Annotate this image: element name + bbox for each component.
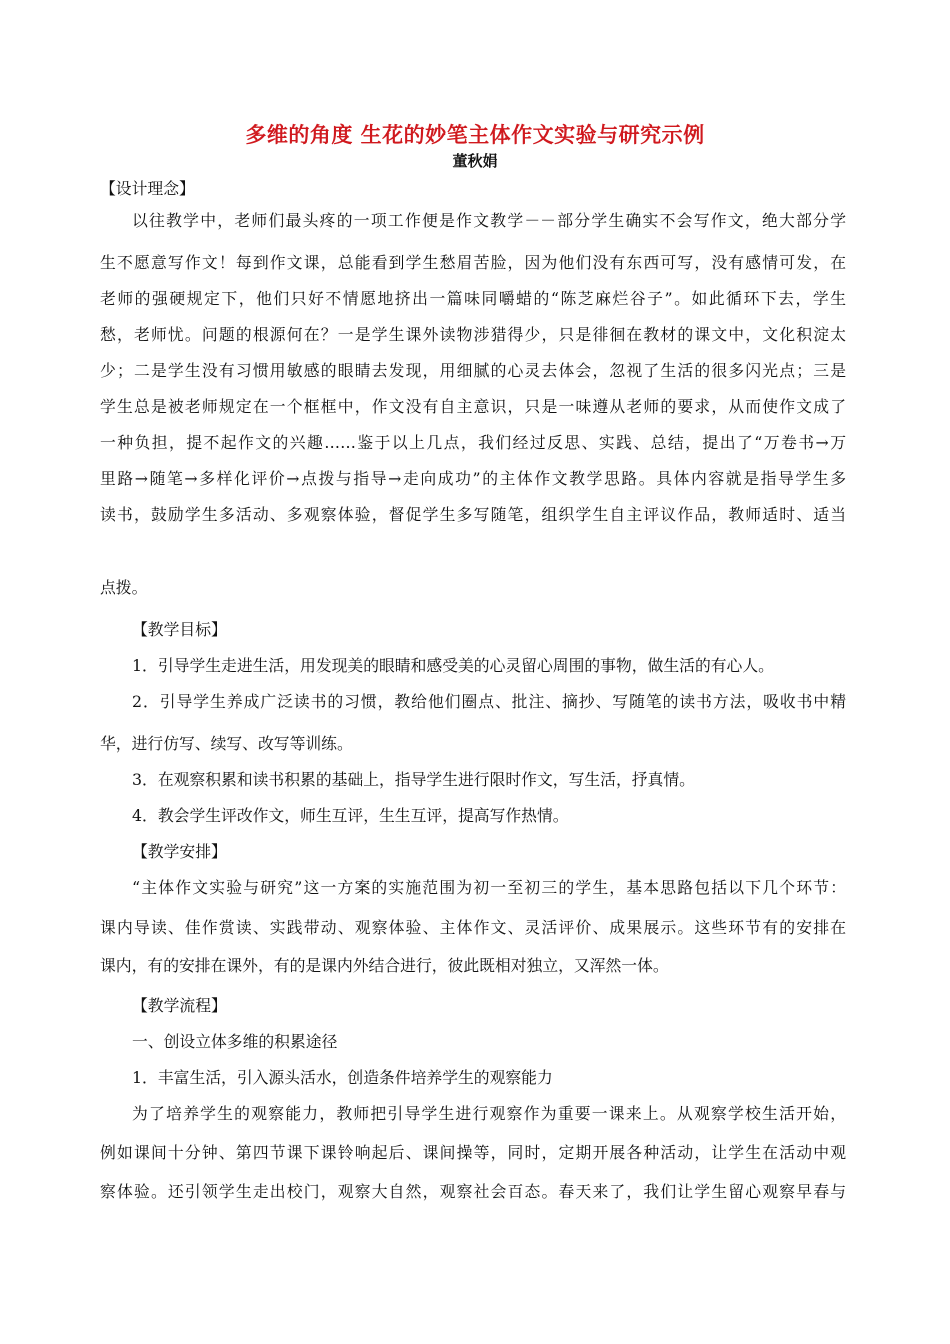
paragraph-line: 老师的强硬规定下，他们只好不情愿地挤出一篇味同嚼蜡的“陈芝麻烂谷子”。如此循环下去，学生 (100, 289, 846, 308)
paragraph-line: 一种负担，提不起作文的兴趣……鉴于以上几点，我们经过反思、实践、总结，提出了“万卷书→万 (100, 433, 846, 452)
section-heading-teaching-process: 【教学流程】 (132, 996, 227, 1015)
process-item-heading: 1．丰富生活，引入源头活水，创造条件培养学生的观察能力 (132, 1068, 553, 1087)
paragraph-line: 学生总是被老师规定在一个框框中，作文没有自主意识，只是一味遵从老师的要求，从而使作文成了 (100, 397, 846, 416)
goal-item: 4．教会学生评改作文，师生互评，生生互评，提高写作热情。 (132, 806, 569, 825)
paragraph-line: 课内，有的安排在课外，有的是课内外结合进行，彼此既相对独立，又浑然一体。 (100, 956, 669, 975)
paragraph-line: 读书，鼓励学生多活动、多观察体验，督促学生多写随笔，组织学生自主评议作品，教师适时、适当 (100, 505, 846, 524)
goal-item: 3．在观察积累和读书积累的基础上，指导学生进行限时作文，写生活，抒真情。 (132, 770, 695, 789)
paragraph-line: 例如课间十分钟、第四节课下课铃响起后、课间操等，同时，定期开展各种活动，让学生在活动中观 (100, 1143, 846, 1162)
section-heading-teaching-goals: 【教学目标】 (132, 620, 227, 639)
paragraph-line: 察体验。还引领学生走出校门，观察大自然，观察社会百态。春天来了，我们让学生留心观察早春与 (100, 1182, 846, 1201)
paragraph-line: 为了培养学生的观察能力，教师把引导学生进行观察作为重要一课来上。从观察学校生活开始， (132, 1104, 846, 1123)
document-author: 董秋娟 (452, 152, 498, 170)
paragraph-line: 以往教学中，老师们最头疼的一项工作便是作文教学－－部分学生确实不会写作文，绝大部分学 (132, 211, 846, 230)
goal-item-continuation: 华，进行仿写、续写、改写等训练。 (100, 734, 353, 753)
paragraph-line: 愁，老师忧。问题的根源何在？一是学生课外读物涉猎得少，只是徘徊在教材的课文中，文化积淀太 (100, 325, 846, 344)
paragraph-line: 点拨。 (100, 578, 148, 597)
goal-item: 1．引导学生走进生活，用发现美的眼睛和感受美的心灵留心周围的事物，做生活的有心人。 (132, 656, 774, 675)
paragraph-line: 生不愿意写作文！每到作文课，总能看到学生愁眉苦脸，因为他们没有东西可写，没有感情可发，在 (100, 253, 846, 272)
paragraph-line: 课内导读、佳作赏读、实践带动、观察体验、主体作文、灵活评价、成果展示。这些环节有的安排在 (100, 918, 846, 937)
paragraph-line: 少；二是学生没有习惯用敏感的眼睛去发现，用细腻的心灵去体会，忽视了生活的很多闪光点；三是 (100, 361, 846, 380)
paragraph-line: “主体作文实验与研究”这一方案的实施范围为初一至初三的学生，基本思路包括以下几个环节： (132, 878, 846, 897)
section-heading-design-idea: 【设计理念】 (100, 179, 195, 198)
paragraph-line: 里路→随笔→多样化评价→点拨与指导→走向成功”的主体作文教学思路。具体内容就是指导学生多 (100, 469, 846, 488)
section-heading-teaching-arrangement: 【教学安排】 (132, 842, 227, 861)
process-subheading: 一、创设立体多维的积累途径 (132, 1032, 338, 1051)
goal-item: 2．引导学生养成广泛读书的习惯，教给他们圈点、批注、摘抄、写随笔的读书方法，吸收书中精 (132, 692, 846, 711)
document-title: 多维的角度 生花的妙笔主体作文实验与研究示例 (245, 123, 705, 147)
